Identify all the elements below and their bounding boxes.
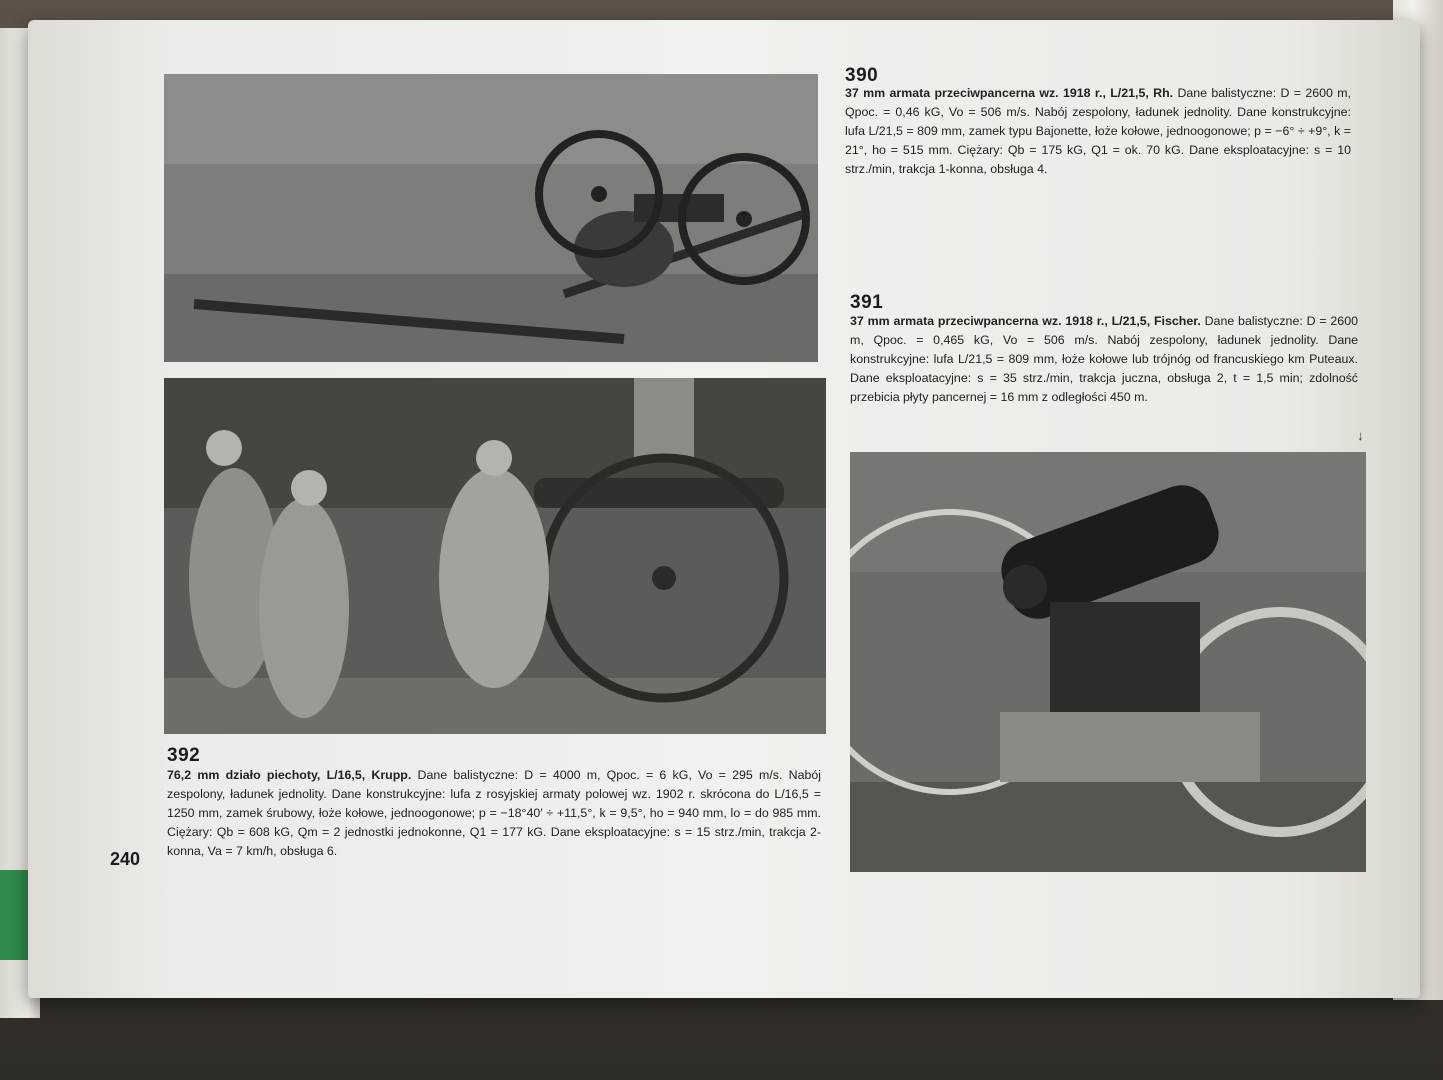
entry-390-number: 390 (845, 65, 879, 86)
entry-391-text (850, 312, 1358, 407)
entry-390-text (845, 84, 1351, 179)
photo-392-illustration (164, 378, 826, 734)
entry-391-title: 37 mm armata przeciwpancerna wz. 1918 r., L/21,5, Fischer. (850, 314, 1205, 328)
photo-391-gun-closeup (850, 452, 1366, 872)
photo-390-towed-gun (164, 74, 818, 362)
entry-390-body: Dane balistyczne: D = 2600 m, Qpoc. = 0,46 kG, Vo = 506 m/s. Nabój zespolony, ładunek jednolity. Dane konstrukcyjne: lufa L/21,5 = 809 mm, zamek typu Bajonette, łoże kołowe, jednoogonowe; p = −6° ÷ +9°, k = 21°, ho = 515 mm. Ciężary: Qb = 175 kG, Q1 = ok. 70 kG. Dane eksploatacyjne: s = 10 strz./min, trakcja 1-konna, obsługa 4. (845, 86, 1351, 176)
entry-390-title: 37 mm armata przeciwpancerna wz. 1918 r., L/21,5, Rh. (845, 86, 1178, 100)
entry-392-text (167, 766, 821, 861)
photo-390-illustration (164, 74, 818, 362)
entry-391-number: 391 (850, 292, 884, 313)
photo-391-illustration (850, 452, 1366, 872)
entry-392-title: 76,2 mm działo piechoty, L/16,5, Krupp. (167, 768, 418, 782)
continuation-arrow: ↓ (1357, 428, 1364, 443)
page-number: 240 (110, 849, 141, 869)
photo-392-soldiers-with-gun (164, 378, 826, 734)
entry-391-body: Dane balistyczne: D = 2600 m, Qpoc. = 0,465 kG, Vo = 506 m/s. Nabój zespolony, ładunek jednolity. Dane konstrukcyjne: lufa L/21,5 = 809 mm, łoże kołowe lub trójnóg od francuskiego km Puteaux. Dane eksploatacyjne: s = 35 strz./min, trakcja juczna, obsługa 2, t = 1,5 min; zdolność przebicia płyty pancernej = 16 mm z odległości 450 m. (850, 314, 1358, 404)
entry-392-number: 392 (167, 745, 201, 766)
entry-392-body: Dane balistyczne: D = 4000 m, Qpoc. = 6 kG, Vo = 295 m/s. Nabój zespolony, ładunek jednolity. Dane konstrukcyjne: lufa z rosyjskiej armaty polowej wz. 1902 r. skrócona do L/16,5 = 1250 mm, zamek śrubowy, łoże kołowe, jednoogonowe; p = −18°40′ ÷ +11,5°, k = 9,5°, ho = 940 mm, lo = do 985 mm. Ciężary: Qb = 608 kG, Qm = 2 jednostki jednokonne, Q1 = 177 kG. Dane eksploatacyjne: s = 15 strz./min, trakcja 2-konna, Va = 7 km/h, obsługa 6. (167, 768, 822, 858)
